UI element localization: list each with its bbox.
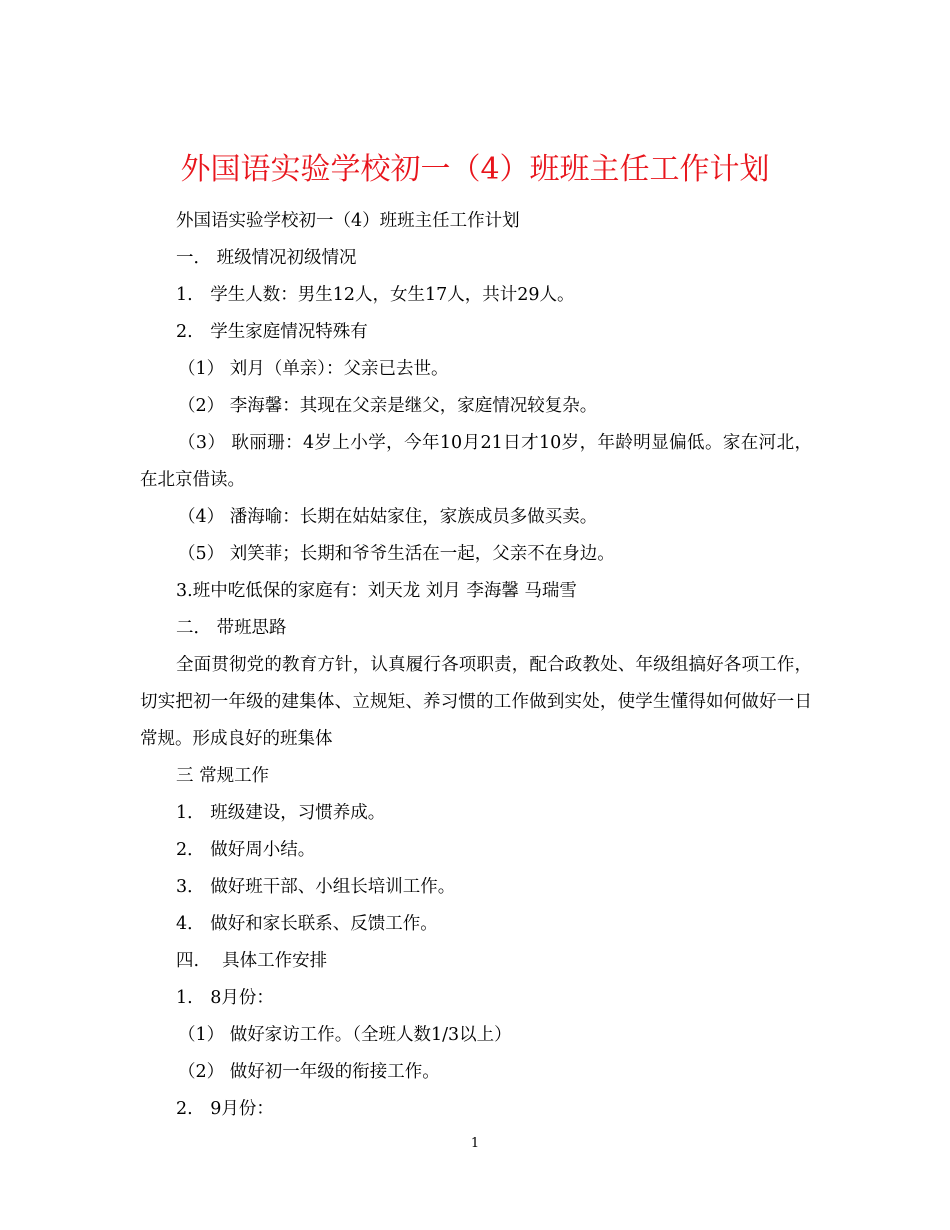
list-item: 3.班中吃低保的家庭有：刘天龙 刘月 李海馨 马瑞雪 xyxy=(176,581,577,601)
list-item: （5） 刘笑菲；长期和爷爷生活在一起，父亲不在身边。 xyxy=(178,544,615,564)
list-item: 4． 做好和家长联系、反馈工作。 xyxy=(176,914,438,934)
list-item: 2. 9月份： xyxy=(176,1099,274,1119)
document-body xyxy=(140,203,812,1128)
paragraph-subtitle: 外国语实验学校初一（4）班班主任工作计划 xyxy=(176,211,520,231)
section-heading-4: 四. 具体工作安排 xyxy=(176,951,328,971)
list-item: （2） 做好初一年级的衔接工作。 xyxy=(178,1062,440,1082)
section-heading-2: 二． 带班思路 xyxy=(176,618,287,638)
list-item: 1. 学生人数：男生12人，女生17人，共计29人。 xyxy=(176,285,575,305)
list-item: （2） 李海馨：其现在父亲是继父，家庭情况较复杂。 xyxy=(178,396,598,416)
list-item: 1. 8月份： xyxy=(176,988,274,1008)
body-paragraph: 全面贯彻党的教育方针，认真履行各项职责，配合政教处、年级组搞好各项工作，切实把初一年级的建集体、立规矩、养习惯的工作做到实处，使学生懂得如何做好一日常规。形成良好的班集体 xyxy=(140,655,812,749)
list-item: 2. 学生家庭情况特殊有 xyxy=(176,322,368,342)
section-heading-1: 一． 班级情况初级情况 xyxy=(176,248,357,268)
list-item: 1． 班级建设，习惯养成。 xyxy=(176,803,386,823)
list-item: （4） 潘海喻：长期在姑姑家住，家族成员多做买卖。 xyxy=(178,507,598,527)
list-item: （1） 刘月（单亲）：父亲已去世。 xyxy=(178,359,449,379)
list-item: 3． 做好班干部、小组长培训工作。 xyxy=(176,877,456,897)
document-title: 外国语实验学校初一（4）班班主任工作计划 xyxy=(180,152,770,188)
list-item: （3） 耿丽珊：4岁上小学，今年10月21日才10岁，年龄明显偏低。家在河北，在北京借读。 xyxy=(140,433,812,490)
list-item: 2． 做好周小结。 xyxy=(176,840,316,860)
list-item: （1） 做好家访工作。（全班人数1/3以上） xyxy=(178,1025,512,1045)
page-number: 1 xyxy=(470,1136,480,1151)
section-heading-3: 三 常规工作 xyxy=(176,766,270,786)
